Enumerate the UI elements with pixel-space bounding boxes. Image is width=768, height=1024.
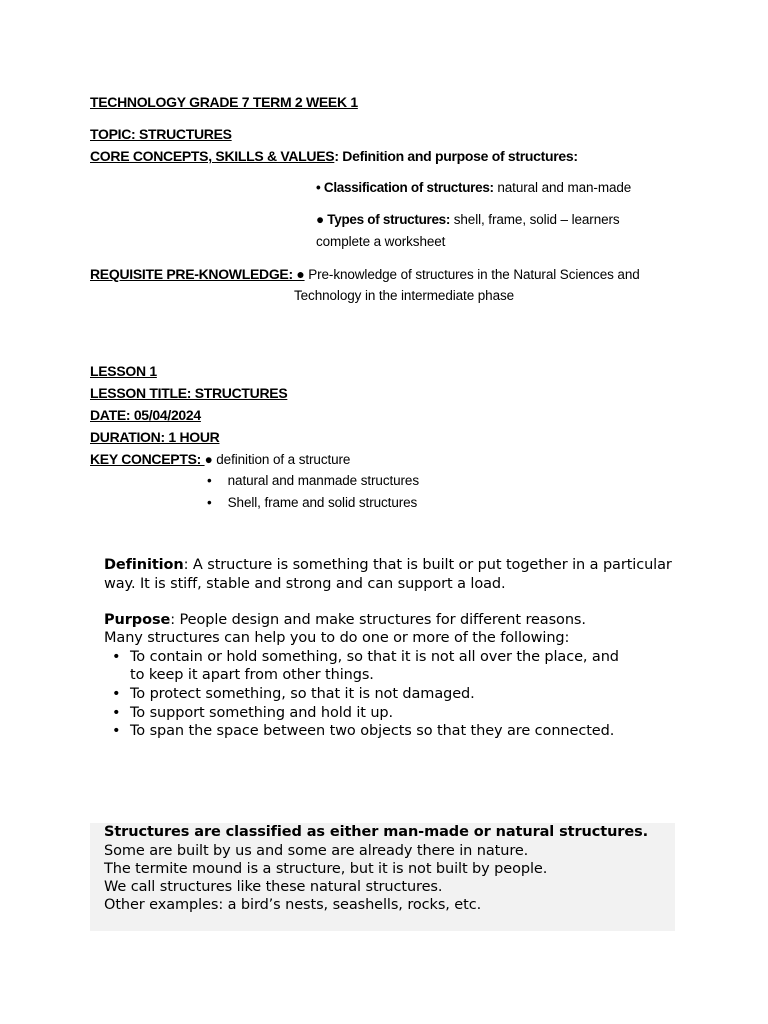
classification-box-line: The termite mound is a structure, but it is not built by people. — [104, 861, 548, 877]
types-label: ● Types of structures: — [316, 212, 451, 227]
requisite-value: Pre-knowledge of structures in the Natural Sciences and — [304, 267, 640, 282]
bullet-dot-icon: • — [207, 473, 212, 488]
types-line — [316, 212, 620, 227]
document-title: TECHNOLOGY GRADE 7 TERM 2 WEEK 1 — [90, 94, 358, 110]
classification-box-line: We call structures like these natural structures. — [104, 879, 443, 895]
key-concepts-first: ● definition of a structure — [204, 452, 351, 467]
purpose-item: To protect something, so that it is not damaged. — [130, 686, 475, 702]
classification-label: • Classification of structures: — [316, 180, 494, 195]
definition-line-1: Definition: A structure is something that is built or put together in a particular — [104, 557, 672, 573]
bullet-dot-icon: • — [112, 686, 121, 702]
purpose-line-1: Purpose: People design and make structures for different reasons. — [104, 612, 586, 628]
core-concepts-line — [90, 148, 578, 164]
core-concepts-label: CORE CONCEPTS, SKILLS & VALUES — [90, 148, 335, 164]
purpose-item: To span the space between two objects so that they are connected. — [130, 723, 615, 739]
purpose-item-continued: to keep it apart from other things. — [130, 667, 374, 683]
key-concepts-line — [90, 451, 350, 467]
purpose-line-2: Many structures can help you to do one or more of the following: — [104, 630, 570, 646]
core-concepts-value: : Definition and purpose of structures: — [334, 148, 578, 164]
classification-box-heading: Structures are classified as either man-made or natural structures. — [104, 824, 649, 840]
purpose-item: To support something and hold it up. — [130, 705, 394, 721]
purpose-label: Purpose — [104, 612, 171, 628]
bullet-dot-icon: • — [112, 723, 121, 739]
definition-line-2: way. It is stiff, stable and strong and can support a load. — [104, 576, 506, 592]
requisite-line — [90, 266, 640, 282]
requisite-line-2: Technology in the intermediate phase — [294, 288, 515, 303]
bullet-dot-icon: • — [112, 649, 121, 665]
key-concepts-item: • natural and manmade structures — [207, 473, 419, 488]
key-concepts-label: KEY CONCEPTS: — [90, 451, 205, 467]
bullet-dot-icon: • — [207, 495, 212, 510]
lesson-date: DATE: 05/04/2024 — [90, 407, 201, 423]
lesson-duration: DURATION: 1 HOUR — [90, 429, 220, 445]
classification-box-line: Other examples: a bird’s nests, seashells, rocks, etc. — [104, 897, 482, 913]
key-concepts-item: • Shell, frame and solid structures — [207, 495, 418, 510]
bullet-dot-icon: • — [112, 705, 121, 721]
requisite-label: REQUISITE PRE-KNOWLEDGE: ● — [90, 266, 305, 282]
classification-value: natural and man-made — [493, 180, 632, 195]
types-line-2: complete a worksheet — [316, 234, 446, 249]
topic-heading: TOPIC: STRUCTURES — [90, 126, 232, 142]
classification-box-line: Some are built by us and some are already there in nature. — [104, 843, 529, 859]
lesson-title: LESSON TITLE: STRUCTURES — [90, 385, 288, 401]
purpose-item: To contain or hold something, so that it is not all over the place, and — [130, 649, 619, 665]
types-value: shell, frame, solid – learners — [450, 212, 620, 227]
classification-line — [316, 180, 631, 195]
lesson-number: LESSON 1 — [90, 363, 157, 379]
definition-label: Definition — [104, 557, 184, 573]
